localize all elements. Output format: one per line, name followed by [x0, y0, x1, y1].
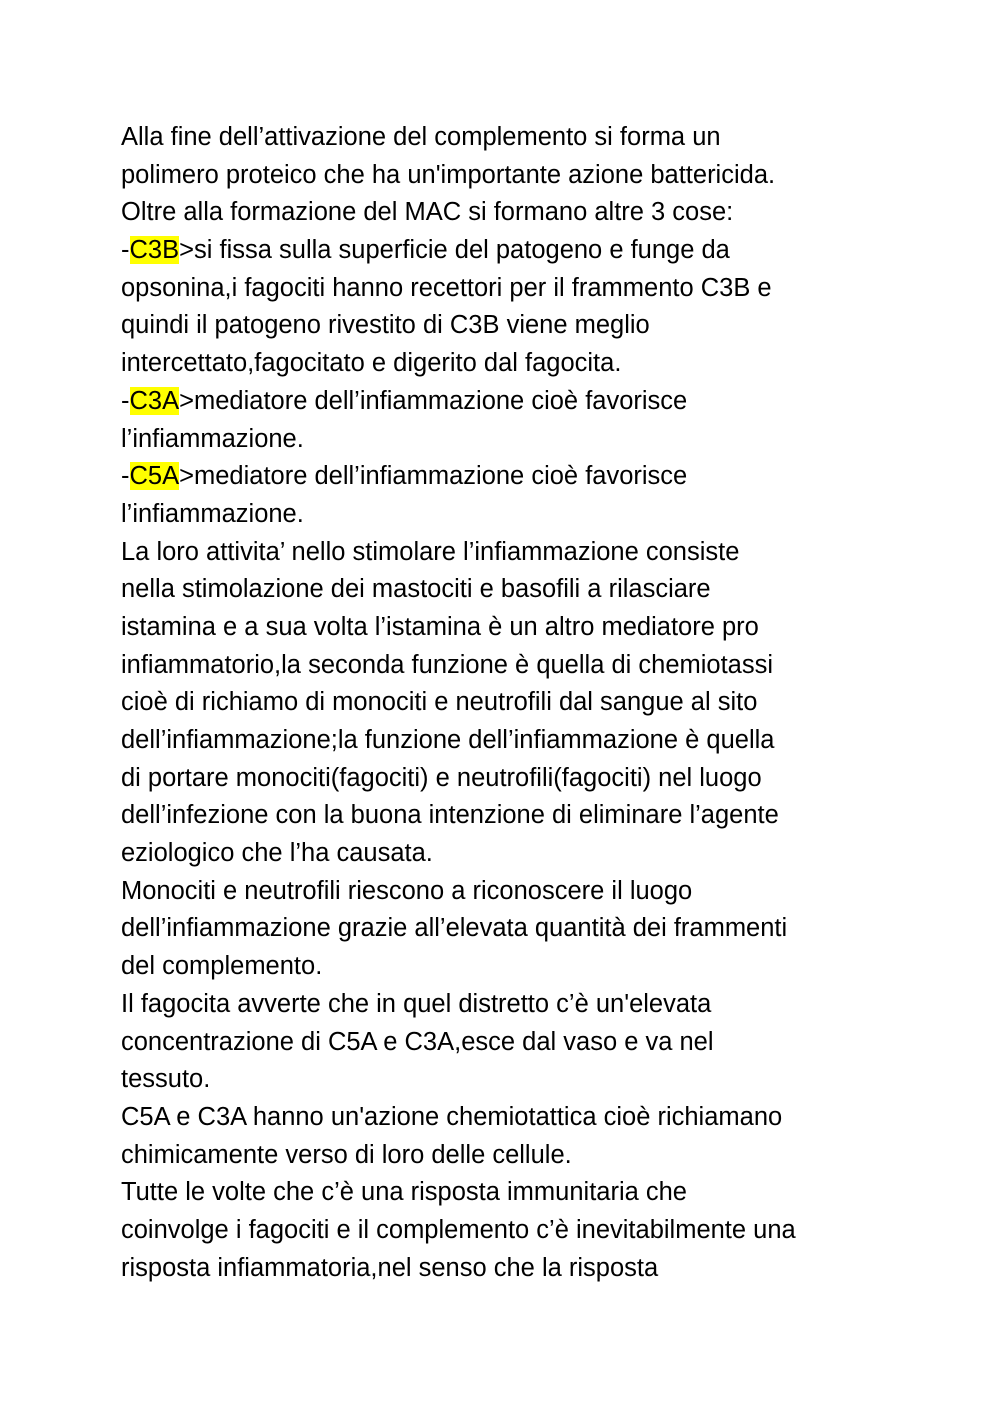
text-line: Monociti e neutrofili riescono a riconoscere il luogo [121, 876, 693, 905]
text-line: Oltre alla formazione del MAC si formano altre 3 cose: [121, 198, 734, 227]
line-prefix: - [121, 462, 130, 491]
highlighted-term-c3a: C3A [129, 386, 180, 415]
text-line: istamina e a sua volta l’istamina è un altro mediatore pro [121, 612, 759, 641]
text-line: l’infiammazione. [121, 499, 304, 528]
text-line: dell’infiammazione;la funzione dell’infiammazione è quella [121, 726, 775, 754]
document-body [121, 119, 901, 1287]
line-rest: >si fissa sulla superficie del patogeno e funge da [179, 236, 730, 265]
text-line: coinvolge i fagociti e il complemento c’è inevitabilmente una [121, 1215, 796, 1244]
text-line: tessuto. [121, 1065, 211, 1094]
line-prefix: - [121, 236, 130, 265]
text-line: di portare monociti(fagociti) e neutrofili(fagociti) nel luogo [121, 763, 762, 792]
text-line-c3b [121, 232, 901, 270]
text-line: concentrazione di C5A e C3A,esce dal vaso e va nel [121, 1027, 714, 1056]
text-line-c3a [121, 383, 901, 421]
text-line: Alla fine dell’attivazione del complemento si forma un [121, 123, 721, 151]
text-line: dell’infiammazione grazie all’elevata quantità dei frammenti [121, 914, 788, 943]
highlighted-term-c3b: C3B [129, 236, 180, 265]
text-line: l’infiammazione. [121, 424, 304, 453]
line-rest: >mediatore dell’infiammazione cioè favorisce [179, 386, 688, 415]
text-line: del complemento. [121, 952, 323, 981]
text-line: opsonina,i fagociti hanno recettori per il frammento C3B e [121, 273, 772, 302]
text-line: quindi il patogeno rivestito di C3B viene meglio [121, 311, 650, 340]
text-line: intercettato,fagocitato e digerito dal fagocita. [121, 349, 622, 378]
text-line: chimicamente verso di loro delle cellule. [121, 1140, 572, 1169]
text-line: risposta infiammatoria,nel senso che la risposta [121, 1253, 659, 1282]
text-line: La loro attivita’ nello stimolare l’infiammazione consiste [121, 537, 740, 566]
text-line: cioè di richiamo di monociti e neutrofili dal sangue al sito [121, 688, 758, 717]
text-line: Il fagocita avverte che in quel distretto c’è un'elevata [121, 989, 712, 1018]
text-line: polimero proteico che ha un'importante azione battericida. [121, 160, 776, 189]
text-line: infiammatorio,la seconda funzione è quella di chemiotassi [121, 650, 774, 679]
line-rest: >mediatore dell’infiammazione cioè favorisce [179, 462, 688, 491]
text-line: eziologico che l’ha causata. [121, 839, 433, 868]
text-line-c5a [121, 458, 901, 496]
text-line: C5A e C3A hanno un'azione chemiotattica cioè richiamano [121, 1102, 783, 1131]
text-line: nella stimolazione dei mastociti e basofili a rilasciare [121, 575, 711, 604]
text-line: Tutte le volte che c’è una risposta immunitaria che [121, 1178, 687, 1207]
line-prefix: - [121, 386, 130, 415]
text-line: dell’infezione con la buona intenzione di eliminare l’agente [121, 801, 779, 830]
highlighted-term-c5a: C5A [129, 462, 180, 491]
